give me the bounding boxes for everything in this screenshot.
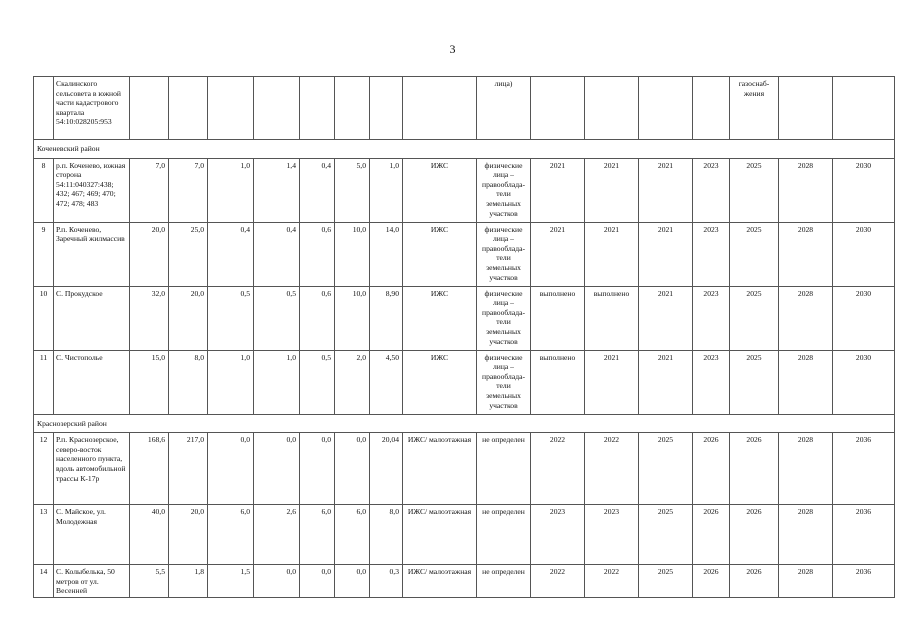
cell-value-v2: 25,0	[169, 222, 208, 286]
cell-name: С. Майское, ул. Молодежная	[54, 505, 130, 565]
cell-year-y7: 2036	[833, 565, 895, 598]
cell-year-y1: 2022	[531, 565, 585, 598]
cell-year-y6: 2028	[779, 286, 833, 350]
cell-value-v2: 217,0	[169, 433, 208, 505]
cell-owner: физические лица – правооблада-тели земельных участков	[477, 158, 531, 222]
cell-year-y6: 2028	[779, 505, 833, 565]
cell-value-v3: 1,5	[208, 565, 254, 598]
cell-year-y2: 2022	[585, 565, 639, 598]
cell-name: Р.п. Краснозерское, северо-восток населенного пункта, вдоль автомобильной трассы К-17р	[54, 433, 130, 505]
table-row	[34, 158, 895, 222]
cell-num: 14	[34, 565, 54, 598]
cell-value-v1: 20,0	[130, 222, 169, 286]
cell-type: ИЖС/ малоэтажная	[403, 433, 477, 505]
cell-value-v7: 8,0	[370, 505, 403, 565]
cell-name: С. Прокудское	[54, 286, 130, 350]
cell-owner: физические лица – правооблада-тели земельных участков	[477, 286, 531, 350]
section-title: Коченевский район	[34, 140, 895, 159]
cell-value-v2: 1,8	[169, 565, 208, 598]
cell-year-y3: 2025	[639, 433, 693, 505]
cell-year-y3: 2025	[639, 565, 693, 598]
table-row	[34, 222, 895, 286]
cell-name: р.п. Коченево, южная сторона 54:11:040327:438; 432; 467; 469; 470; 472; 478; 483	[54, 158, 130, 222]
cell-value-v7: 4,50	[370, 350, 403, 414]
cell-year-y4: 2026	[693, 505, 730, 565]
cell-value-v4: 1,4	[254, 158, 300, 222]
section-title: Краснозерский район	[34, 414, 895, 433]
cell-year-y3: 2025	[639, 505, 693, 565]
cell-value-v5: 0,0	[300, 433, 335, 505]
cell-year-y7: 2030	[833, 350, 895, 414]
cell-year-y4: 2026	[693, 565, 730, 598]
cell-name: Скалинского сельсовета в южной части кадастрового квартала 54:10:028205:953	[54, 77, 130, 140]
cell-type: ИЖС	[403, 222, 477, 286]
cell-num: 12	[34, 433, 54, 505]
cell-value-v4: 0,0	[254, 565, 300, 598]
cell-value-v6: 0,0	[335, 433, 370, 505]
cell-year-y1: 2021	[531, 158, 585, 222]
cell-value-v6: 10,0	[335, 286, 370, 350]
cell-type: ИЖС/ малоэтажная	[403, 505, 477, 565]
cell-value-v3: 0,4	[208, 222, 254, 286]
cell-value-v2: 20,0	[169, 286, 208, 350]
cell-year-5: газоснаб-жения	[730, 77, 779, 140]
cell-value-v3: 0,5	[208, 286, 254, 350]
table-row	[34, 565, 895, 598]
table-row	[34, 350, 895, 414]
cell-value-v1: 5,5	[130, 565, 169, 598]
cell-value-v3: 1,0	[208, 158, 254, 222]
cell-owner: физические лица – правооблада-тели земельных участков	[477, 222, 531, 286]
cell-year-y5: 2026	[730, 433, 779, 505]
cell-year-y6: 2028	[779, 565, 833, 598]
cell-num: 8	[34, 158, 54, 222]
cell-name: Р.п. Коченево, Заречный жилмассив	[54, 222, 130, 286]
cell-name: С. Чистополье	[54, 350, 130, 414]
cell-value-v1: 168,6	[130, 433, 169, 505]
cell-value-v4: 1,0	[254, 350, 300, 414]
cell-year-y5: 2025	[730, 222, 779, 286]
cell-year-y2: 2023	[585, 505, 639, 565]
cell-year-y4: 2023	[693, 350, 730, 414]
cell-value-v7: 14,0	[370, 222, 403, 286]
cell-year-y3: 2021	[639, 222, 693, 286]
cell-value-v6: 6,0	[335, 505, 370, 565]
cell-year-y6: 2028	[779, 158, 833, 222]
cell-year-y3: 2021	[639, 350, 693, 414]
cell-owner: физические лица – правооблада-тели земельных участков	[477, 350, 531, 414]
cell-value-v5: 0,6	[300, 286, 335, 350]
cell-year-y7: 2036	[833, 505, 895, 565]
cell-value-v7: 0,3	[370, 565, 403, 598]
cell-year-y2: 2021	[585, 158, 639, 222]
cell-year-y3: 2021	[639, 286, 693, 350]
cell-year-y7: 2030	[833, 222, 895, 286]
page-number: 3	[449, 42, 456, 56]
cell-owner: не определен	[477, 505, 531, 565]
cell-year-y4: 2023	[693, 158, 730, 222]
cell-year-y5: 2026	[730, 505, 779, 565]
cell-type: ИЖС/ малоэтажная	[403, 565, 477, 598]
cell-year-y7: 2030	[833, 158, 895, 222]
cell-year-y7: 2030	[833, 286, 895, 350]
cell-name: С. Колыбелька, 50 метров от ул. Весенней	[54, 565, 130, 598]
cell-num: 13	[34, 505, 54, 565]
cell-year-y7: 2036	[833, 433, 895, 505]
cell-value-v1: 40,0	[130, 505, 169, 565]
table-row	[34, 433, 895, 505]
cell-value-v7: 8,90	[370, 286, 403, 350]
cell-year-y1: 2021	[531, 222, 585, 286]
cell-value-v4: 0,5	[254, 286, 300, 350]
cell-value-v2: 20,0	[169, 505, 208, 565]
cell-owner: лица)	[477, 77, 531, 140]
cell-value-v4: 0,4	[254, 222, 300, 286]
cell-value-v4: 2,6	[254, 505, 300, 565]
cell-value-v2: 8,0	[169, 350, 208, 414]
cell-value-v5: 0,0	[300, 565, 335, 598]
cell-year-y1: выполнено	[531, 350, 585, 414]
table-row-continuation	[34, 77, 895, 140]
cell-value-v3: 0,0	[208, 433, 254, 505]
cell-value-v7: 20,04	[370, 433, 403, 505]
cell-value-v2: 7,0	[169, 158, 208, 222]
cell-value-v5: 0,4	[300, 158, 335, 222]
cell-value-v3: 1,0	[208, 350, 254, 414]
cell-value-v6: 0,0	[335, 565, 370, 598]
cell-num	[34, 77, 54, 140]
cell-value-v6: 2,0	[335, 350, 370, 414]
cell-value-v1: 7,0	[130, 158, 169, 222]
cell-year-y5: 2025	[730, 158, 779, 222]
table-row	[34, 286, 895, 350]
cell-owner: не определен	[477, 433, 531, 505]
cell-year-y4: 2023	[693, 286, 730, 350]
section-header-row	[34, 414, 895, 433]
cell-value-v5: 0,5	[300, 350, 335, 414]
cell-year-y1: 2022	[531, 433, 585, 505]
cell-value-v5: 0,6	[300, 222, 335, 286]
cell-year-y1: 2023	[531, 505, 585, 565]
cell-value-v1: 15,0	[130, 350, 169, 414]
cell-type: ИЖС	[403, 158, 477, 222]
cell-year-y6: 2028	[779, 350, 833, 414]
cell-year-y5: 2025	[730, 286, 779, 350]
cell-year-y1: выполнено	[531, 286, 585, 350]
cell-type: ИЖС	[403, 350, 477, 414]
cell-value-v6: 5,0	[335, 158, 370, 222]
cell-year-y4: 2026	[693, 433, 730, 505]
cell-value-v1: 32,0	[130, 286, 169, 350]
table-row	[34, 505, 895, 565]
cell-year-y5: 2026	[730, 565, 779, 598]
planning-table	[33, 76, 895, 598]
cell-year-y2: выполнено	[585, 286, 639, 350]
cell-num: 9	[34, 222, 54, 286]
cell-num: 10	[34, 286, 54, 350]
cell-year-y3: 2021	[639, 158, 693, 222]
cell-year-y4: 2023	[693, 222, 730, 286]
cell-year-y2: 2021	[585, 350, 639, 414]
cell-owner: не определен	[477, 565, 531, 598]
cell-year-y6: 2028	[779, 222, 833, 286]
cell-year-y2: 2022	[585, 433, 639, 505]
cell-year-y2: 2021	[585, 222, 639, 286]
cell-year-y5: 2025	[730, 350, 779, 414]
section-header-row	[34, 140, 895, 159]
cell-value-v4: 0,0	[254, 433, 300, 505]
cell-value-v5: 6,0	[300, 505, 335, 565]
cell-value-v7: 1,0	[370, 158, 403, 222]
cell-num: 11	[34, 350, 54, 414]
cell-value-v3: 6,0	[208, 505, 254, 565]
cell-type: ИЖС	[403, 286, 477, 350]
cell-year-y6: 2028	[779, 433, 833, 505]
cell-value-v6: 10,0	[335, 222, 370, 286]
